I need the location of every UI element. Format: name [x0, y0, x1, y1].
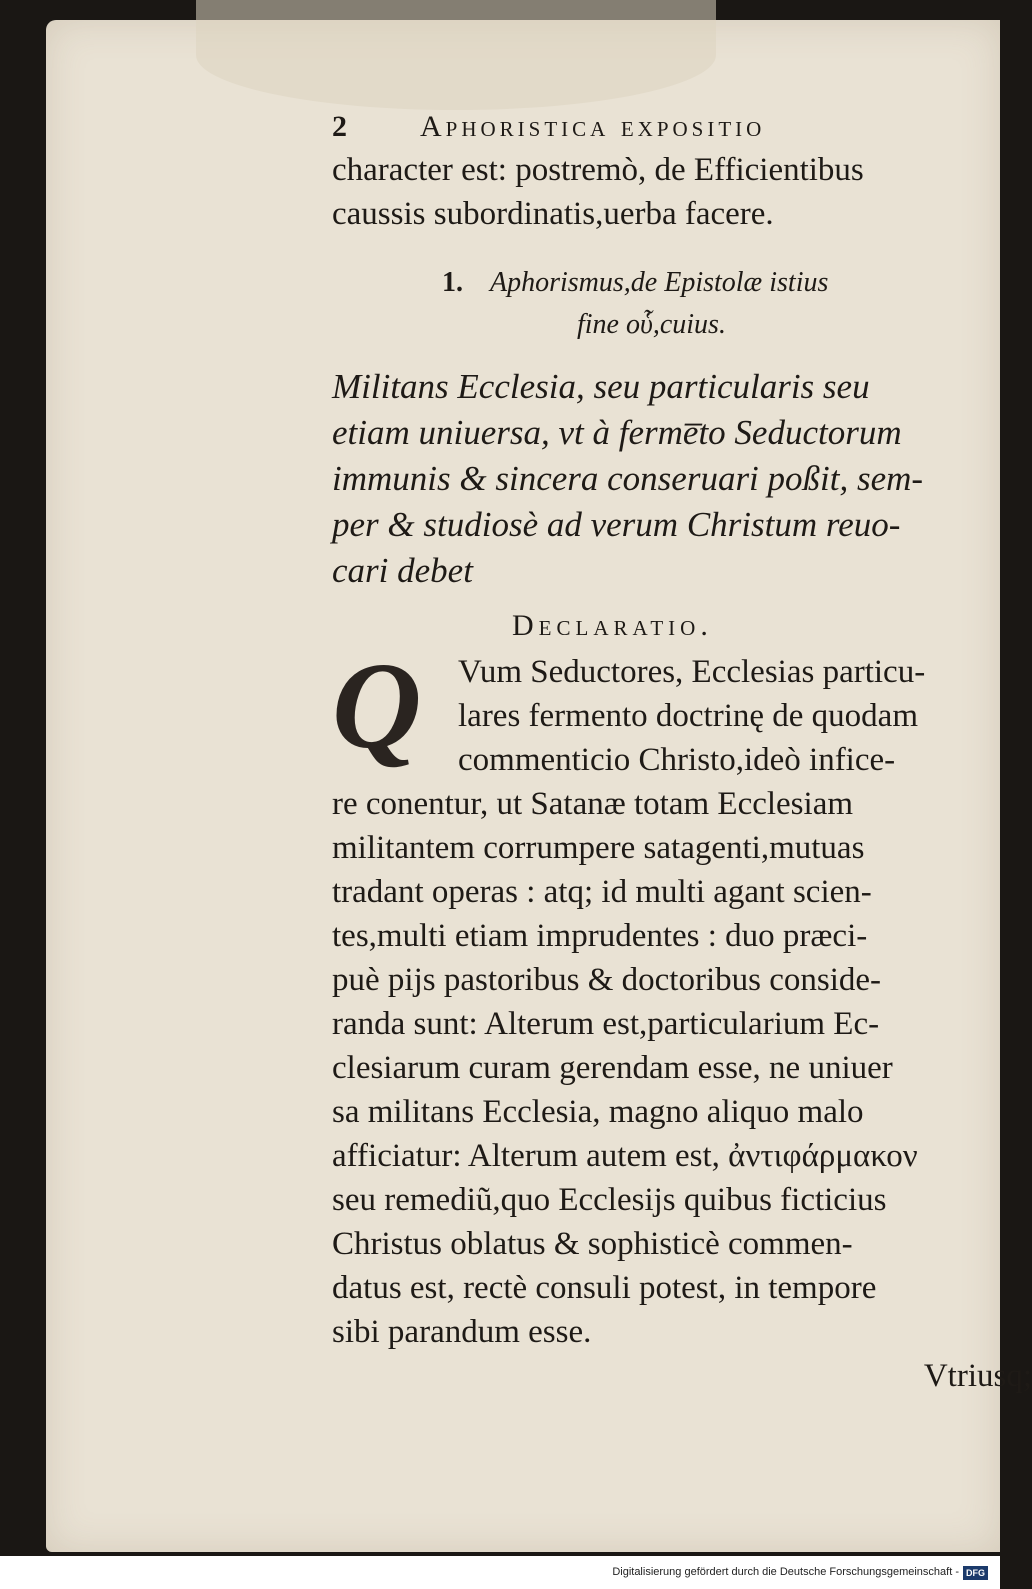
aphorism-line: per & studiosè ad verum Christum reuo- — [332, 505, 901, 544]
page-text-block — [332, 106, 1032, 1398]
declaratio-paragraph — [332, 637, 1032, 1354]
running-head — [332, 106, 1032, 148]
dropcap-letter: Q — [332, 637, 422, 774]
aphorism-caption — [332, 262, 1032, 304]
declaratio-line: commenticio Christo,ideò infice- — [458, 742, 896, 778]
declaratio-line: re conentur, ut Satanæ totam Ecclesiam — [332, 786, 854, 822]
declaratio-line: randa sunt: Alterum est,particularium Ec- — [332, 1006, 880, 1042]
declaratio-line: seu remediũ,quo Ecclesijs quibus ficticius — [332, 1182, 887, 1218]
aphorism-line: Militans Ecclesia, seu particularis seu — [332, 367, 870, 406]
declaratio-line: militantem corrumpere satagenti,mutuas — [332, 830, 865, 866]
aphorism-number: 1. — [442, 267, 463, 298]
declaratio-heading: Declaratio. — [512, 609, 713, 642]
aphorism-line: immunis & sincera conseruari poßit, sem- — [332, 459, 924, 498]
declaratio-line: afficiatur: Alterum autem est, ἀντιφάρμακον — [332, 1138, 918, 1174]
declaratio-line: clesiarum curam gerendam esse, ne uniuer — [332, 1050, 893, 1086]
dfg-logo: DFG — [963, 1566, 988, 1580]
declaratio-line: puè pijs pastoribus & doctoribus conside- — [332, 962, 882, 998]
declaratio-line: datus est, rectè consuli potest, in tempore — [332, 1270, 877, 1306]
footer-text: Digitalisierung gefördert durch die Deutsche Forschungsgemeinschaft - — [612, 1566, 959, 1578]
page-stain — [196, 0, 716, 110]
running-title: Aphoristica expositio — [420, 110, 766, 143]
declaratio-line: Vum Seductores, Ecclesias particu- — [458, 654, 926, 690]
intro-line: caussis subordinatis,uerba facere. — [332, 196, 774, 232]
aphorism-caption-line: Aphorismus,de Epistolæ istius — [490, 267, 829, 298]
aphorism-line: cari debet — [332, 551, 473, 590]
aphorism-caption-line: fine οὗ,cuius. — [577, 309, 726, 340]
digitization-footer — [0, 1556, 1000, 1589]
declaratio-line: tes,multi etiam imprudentes : duo præci- — [332, 918, 868, 954]
catchword: Vtriusq; — [923, 1358, 1032, 1394]
declaratio-line: Christus oblatus & sophisticè commen- — [332, 1226, 853, 1262]
page-number: 2 — [332, 110, 350, 143]
book-page — [46, 20, 1032, 1552]
declaratio-line: sibi parandum esse. — [332, 1314, 592, 1350]
declaratio-line: lares fermento doctrinę de quodam — [458, 698, 918, 734]
intro-line: character est: postremò, de Efficientibus — [332, 152, 864, 188]
declaratio-line: sa militans Ecclesia, magno aliquo malo — [332, 1094, 864, 1130]
aphorism-line: etiam uniuersa, vt à ferme̅to Seductorum — [332, 413, 902, 452]
declaratio-line: tradant operas : atq; id multi agant scien- — [332, 874, 872, 910]
